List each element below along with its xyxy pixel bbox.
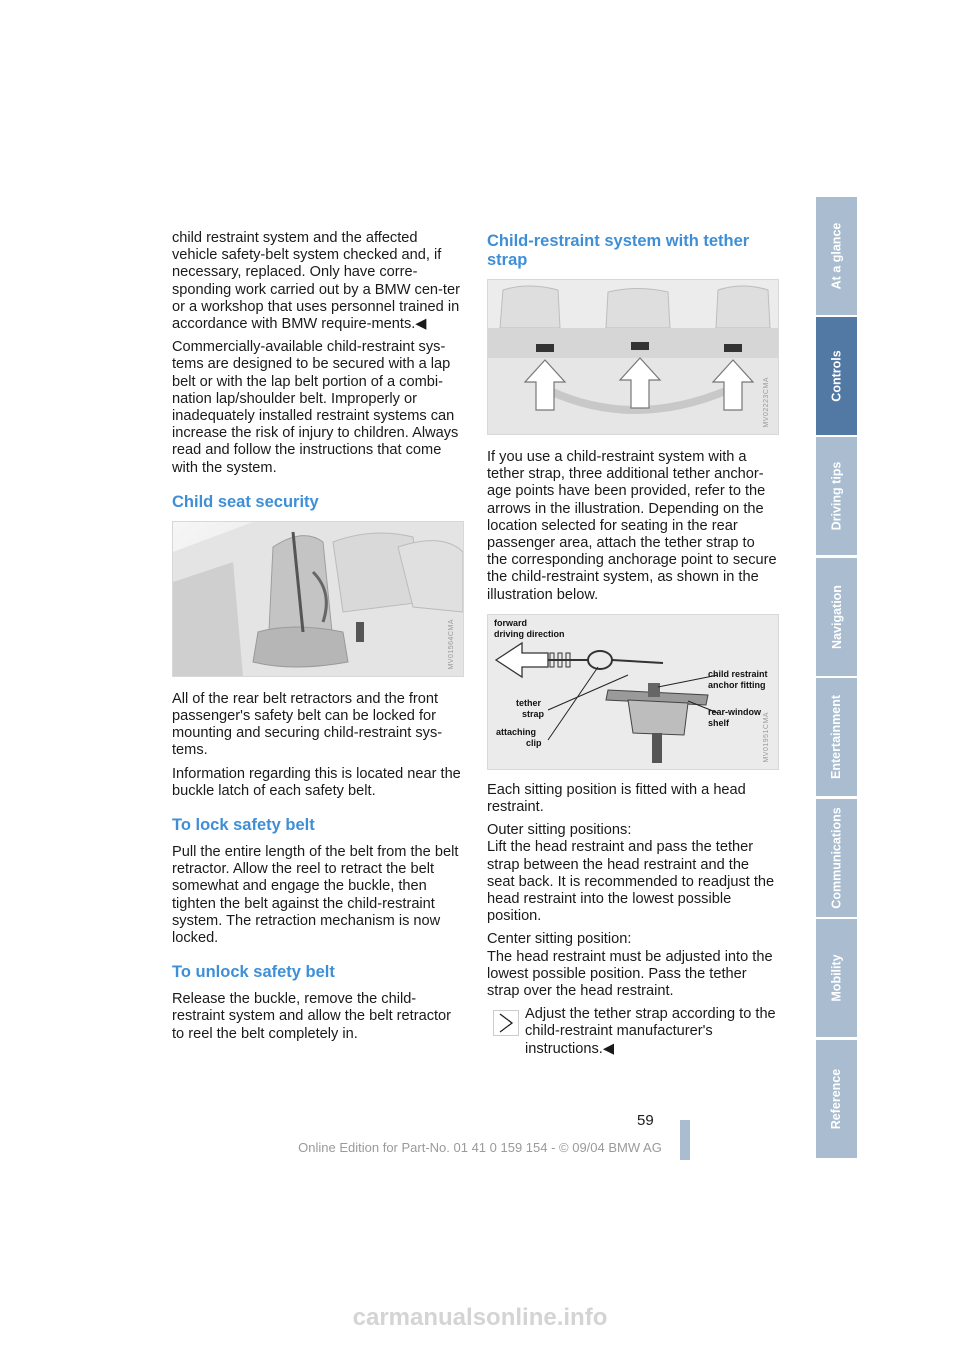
figure-code: MV02223CMA	[762, 377, 770, 428]
tab-navigation[interactable]	[816, 558, 857, 676]
note	[487, 1006, 779, 1058]
right-column	[487, 230, 779, 1058]
tab-controls[interactable]	[816, 317, 857, 435]
tab-communications[interactable]	[816, 799, 857, 917]
paragraph-label: Center sitting position:	[487, 931, 632, 948]
tab-label: Controls	[829, 350, 844, 402]
anchor-points-illustration	[487, 279, 779, 435]
child-seat-illustration	[172, 521, 464, 677]
label-tether: tether	[516, 697, 542, 708]
paragraph: If you use a child-restraint system with a tether strap, three additional tether anchor-age points have been provided, refer to the arrows in the illustration. Depending on the location selected for seating in the rear passenger area, attach the tether strap to the corresponding anchorage point to secure the child-restraint system, as shown in the illustration below.	[487, 449, 777, 603]
note-text: Adjust the tether strap according to the child-restraint manufacturer's instructions.◀	[525, 1006, 776, 1057]
page-number: 59	[637, 1112, 654, 1129]
tab-mobility[interactable]	[816, 919, 857, 1037]
tab-label: Mobility	[829, 954, 844, 1002]
label-forward: forward	[494, 617, 528, 628]
figure-code: MV01564CMA	[447, 619, 455, 670]
tab-driving-tips[interactable]	[816, 437, 857, 555]
note-arrow-icon	[493, 1010, 519, 1036]
label-child-restraint: child restraint	[708, 668, 768, 679]
paragraph: child restraint system and the affected vehicle safety-belt system checked and, if necessary, replaced. Only have corre-sponding work carried out by a BMW cen-ter or a workshop that uses personnel trained in accordance with BMW require-ments.◀	[172, 230, 460, 333]
tab-label: Navigation	[829, 585, 844, 649]
figure-code: MV01951CMA	[762, 712, 770, 763]
tab-at-a-glance[interactable]	[816, 197, 857, 315]
section-heading-tether-strap: Child-restraint system with tether strap	[487, 232, 750, 269]
label-clip: clip	[526, 737, 542, 748]
label-rear-window: rear-window	[708, 706, 762, 717]
tether-strap-diagram	[487, 614, 779, 770]
footer-edition-note: Online Edition for Part-No. 01 41 0 159 154 - © 09/04 BMW AG	[298, 1140, 662, 1155]
tether-strap-drawing	[488, 615, 778, 769]
watermark: carmanualsonline.info	[352, 1304, 608, 1331]
paragraph: Release the buckle, remove the child-restraint system and allow the belt retractor to reel the belt completely in.	[172, 991, 452, 1042]
tab-label: At a glance	[829, 222, 844, 290]
section-heading-unlock-safety-belt: To unlock safety belt	[172, 963, 335, 982]
anchor-points-drawing	[488, 280, 778, 434]
tab-label: Entertainment	[829, 694, 844, 780]
paragraph: The head restraint must be adjusted into the lowest possible position. Pass the tether strap over the head restraint.	[487, 948, 773, 1000]
label-strap: strap	[522, 708, 545, 719]
paragraph: Lift the head restraint and pass the tether strap between the head restraint and the seat back. It is recommended to readjust the head restraint into the lowest possible position.	[487, 839, 775, 925]
section-heading-lock-safety-belt: To lock safety belt	[172, 816, 315, 835]
label-shelf: shelf	[708, 717, 730, 728]
label-anchor-fitting: anchor fitting	[708, 679, 766, 690]
paragraph: Each sitting position is fitted with a head restraint.	[487, 781, 746, 816]
label-driving-direction: driving direction	[494, 628, 565, 639]
chapter-tabs	[816, 197, 857, 1161]
child-seat-drawing	[173, 522, 463, 676]
paragraph-label: Outer sitting positions:	[487, 822, 632, 839]
paragraph: Pull the entire length of the belt from the belt retractor. Allow the reel to retract the belt somewhat and engage the buckle, then tighten the belt against the child-restraint system. The retraction mechanism is now locked.	[172, 844, 459, 947]
tab-label: Reference	[829, 1068, 844, 1130]
section-heading-child-seat-security: Child seat security	[172, 492, 319, 511]
paragraph: Commercially-available child-restraint sys-tems are designed to be secured with a lap belt or with the lap belt portion of a combi-nation lap/shoulder belt. Improperly or inadequately installed restraint systems can increase the risk of injury to children. Always read and follow the instructions that come with the system.	[172, 339, 459, 476]
label-attaching: attaching	[496, 726, 537, 737]
left-column	[172, 230, 464, 1049]
paragraph: All of the rear belt retractors and the front passenger's safety belt can be locked for mounting and securing child-restraint sys-tems.	[172, 690, 443, 759]
tab-label: Communications	[829, 807, 844, 909]
tab-label: Driving tips	[829, 461, 844, 531]
tab-entertainment[interactable]	[816, 678, 857, 796]
paragraph: Information regarding this is located near the buckle latch of each safety belt.	[172, 765, 461, 799]
